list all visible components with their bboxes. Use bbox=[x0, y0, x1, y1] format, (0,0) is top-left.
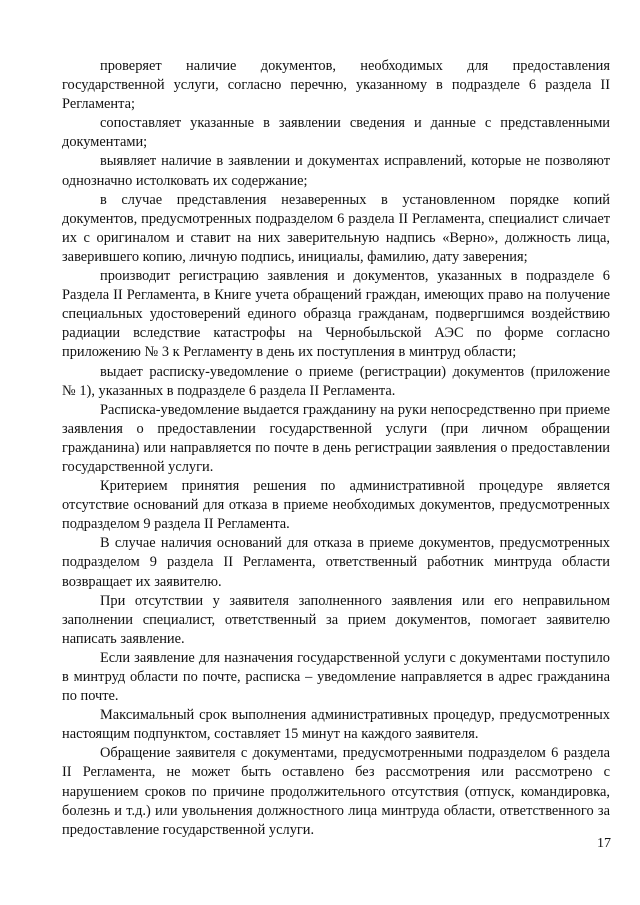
paragraph-refusal-return: В случае наличия оснований для отказа в приеме документов, предусмотренных подразделом 9 раздела II Регламента, ответственный работник минтруда области возвращает их заявителю. bbox=[62, 535, 610, 590]
paragraph-no-delay: Обращение заявителя с документами, предусмотренными подразделом 6 раздела II Регламента, не может быть оставлено без рассмотрения или рассмотрено с нарушением сроков по причине продолжительного отсутствия (отпуск, командировка, болезнь и т.д.) или увольнения должностного лица минтруда области, ответственного за предоставление государственной услуги. bbox=[62, 745, 610, 838]
paragraph-receipt-delivery: Расписка-уведомление выдается гражданину на руки непосредственно при приеме заявления о предоставлении государственной услуги (при личном обращении гражданина) или направляется по почте в день регистрации заявления о предоставлении государственной услуги. bbox=[62, 401, 610, 475]
page-number: 17 bbox=[597, 836, 611, 851]
paragraph-compare-data: сопоставляет указанные в заявлении сведения и данные с представленными документами; bbox=[62, 115, 610, 151]
paragraph-certify-copies: в случае представления незаверенных в установленном порядке копий документов, предусмотренных подразделом 6 раздела II Регламента, специалист сличает их с оригиналом и ставит на них заверительную надпись «Верно», должность лица, заверившего копию, личную подпись, инициалы, фамилию, дату заверения; bbox=[62, 191, 610, 265]
paragraph-check-documents: проверяет наличие документов, необходимых для предоставления государственной услуги, согласно перечню, указанному в подразделе 6 раздела II Регламента; bbox=[62, 58, 610, 113]
paragraph-issue-receipt: выдает расписку-уведомление о приеме (регистрации) документов (приложение № 1), указанных в подразделе 6 раздела II Регламента. bbox=[62, 363, 610, 399]
paragraph-max-duration: Максимальный срок выполнения административных процедур, предусмотренных настоящим подпунктом, составляет 15 минут на каждого заявителя. bbox=[62, 707, 610, 743]
document-body bbox=[62, 57, 610, 840]
paragraph-postal-application: Если заявление для назначения государственной услуги с документами поступило в минтруд области по почте, расписка – уведомление направляется в адрес гражданина по почте. bbox=[62, 649, 610, 705]
paragraph-decision-criterion: Критерием принятия решения по административной процедуре является отсутствие оснований для отказа в приеме необходимых документов, предусмотренных подразделом 9 раздела II Регламента. bbox=[62, 478, 610, 533]
paragraph-application-help: При отсутствии у заявителя заполненного заявления или его неправильном заполнении специалист, ответственный за прием документов, помогает заявителю написать заявление. bbox=[62, 592, 610, 647]
paragraph-detect-corrections: выявляет наличие в заявлении и документах исправлений, которые не позволяют однозначно истолковать их содержание; bbox=[62, 153, 610, 189]
paragraph-registration: производит регистрацию заявления и документов, указанных в подразделе 6 Раздела II Регламента, в Книге учета обращений граждан, имеющих право на получение специальных удостоверений единого образца гражданам, подвергшимся воздействию радиации вследствие катастрофы на Чернобыльской АЭС по форме согласно приложению № 3 к Регламенту в день их поступления в минтруд области; bbox=[62, 268, 610, 361]
